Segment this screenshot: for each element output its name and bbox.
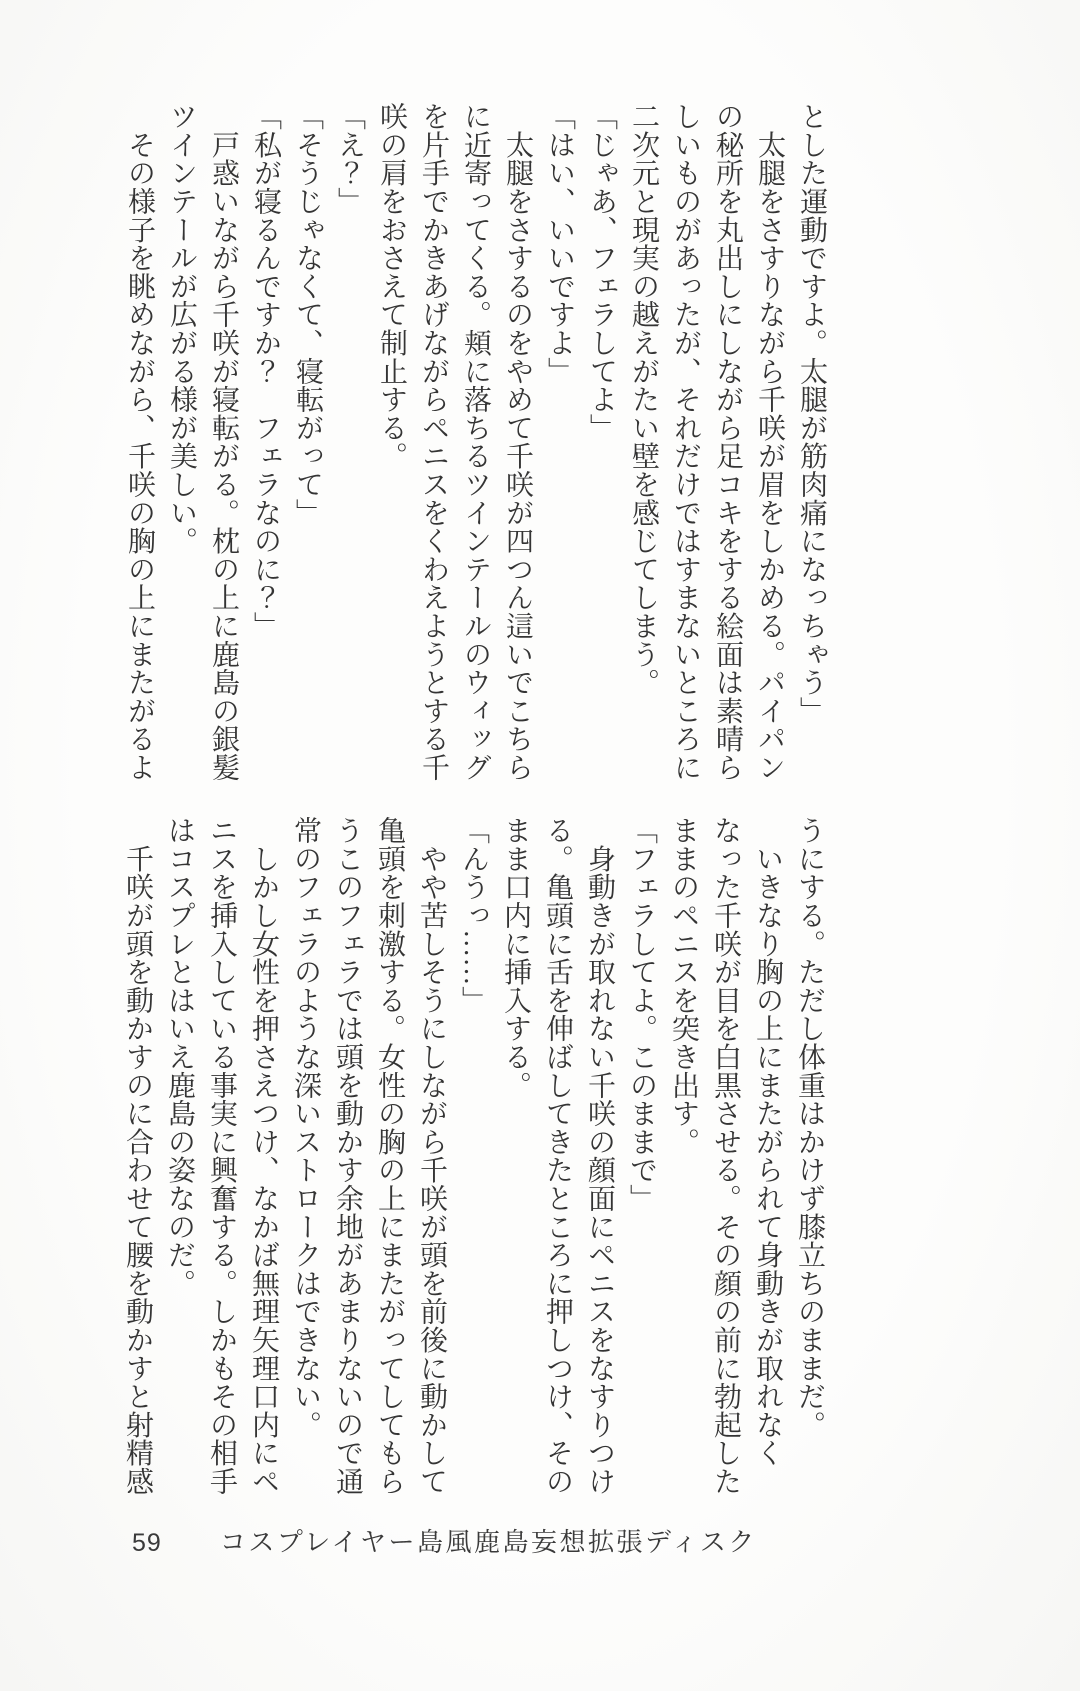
text-line: 常のフェラのような深いストロークはできない。 (290, 816, 321, 1439)
text-line: に近寄ってくる。頬に落ちるツインテールのウィッグ (460, 102, 491, 782)
text-line: しいものがあったが、それだけではすまないところに (670, 102, 701, 782)
text-line: なった千咲が目を白黒させる。その顔の前に勃起した (710, 816, 741, 1496)
text-line: うこのフェラでは頭を動かす余地があまりないので通 (332, 816, 363, 1496)
text-line: ツインテールが広がる様が美しい。 (166, 102, 197, 555)
text-line: 「え？」 (334, 102, 365, 216)
text-line: 太腿をさするのをやめて千咲が四つん這いでこちら (502, 102, 533, 782)
text-line: 咲の肩をおさえて制止する。 (376, 102, 407, 470)
text-line: る。亀頭に舌を伸ばしてきたところに押しつけ、その (542, 816, 573, 1496)
text-line: 「じゃあ、フェラしてよ」 (586, 102, 617, 442)
text-line: はコスプレとはいえ鹿島の姿なのだ。 (164, 816, 195, 1298)
text-line: うにする。ただし体重はかけず膝立ちのままだ。 (794, 816, 825, 1439)
text-line: 「私が寝るんですか？ フェラなのに？」 (250, 102, 281, 640)
page-number: 59 (132, 1529, 162, 1557)
text-line: ニスを挿入している事実に興奮する。しかもその相手 (206, 816, 237, 1496)
text-line: 「んうっ……」 (458, 816, 489, 1015)
text-line: 身動きが取れない千咲の顔面にペニスをなすりつけ (584, 816, 615, 1496)
text-line: 太腿をさすりながら千咲が眉をしかめる。パイパン (754, 102, 785, 782)
page-footer (132, 1522, 757, 1559)
text-line: しかし女性を押さえつけ、なかば無理矢理口内にペ (248, 816, 279, 1496)
text-line: 千咲が頭を動かすのに合わせて腰を動かすと射精感 (122, 816, 153, 1496)
text-line: 戸惑いながら千咲が寝転がる。枕の上に鹿島の銀髪 (208, 102, 239, 782)
text-line: まま口内に挿入する。 (500, 816, 531, 1099)
text-line: ままのペニスを突き出す。 (668, 816, 699, 1156)
text-line: やや苦しそうにしながら千咲が頭を前後に動かして (416, 816, 447, 1496)
running-title: コスプレイヤー島風鹿島妄想拡張ディスク (219, 1527, 757, 1557)
vertical-text-block-bottom (116, 816, 830, 1506)
text-line: 二次元と現実の越えがたい壁を感じてしまう。 (628, 102, 659, 697)
text-line: 亀頭を刺激する。女性の胸の上にまたがってしてもら (374, 816, 405, 1496)
text-line: を片手でかきあげながらペニスをくわえようとする千 (418, 102, 449, 782)
vertical-text-block-top (118, 102, 832, 802)
text-line: その様子を眺めながら、千咲の胸の上にまたがるよ (124, 102, 155, 782)
text-line: 「フェラしてよ。このままで」 (626, 816, 657, 1213)
text-line: とした運動ですよ。太腿が筋肉痛になっちゃう」 (796, 102, 827, 725)
text-line: いきなり胸の上にまたがられて身動きが取れなく (752, 816, 783, 1467)
text-line: 「そうじゃなくて、寝転がって」 (292, 102, 323, 527)
text-line: 「はい、いいですよ」 (544, 102, 575, 385)
text-line: の秘所を丸出しにしながら足コキをする絵面は素晴ら (712, 102, 743, 782)
